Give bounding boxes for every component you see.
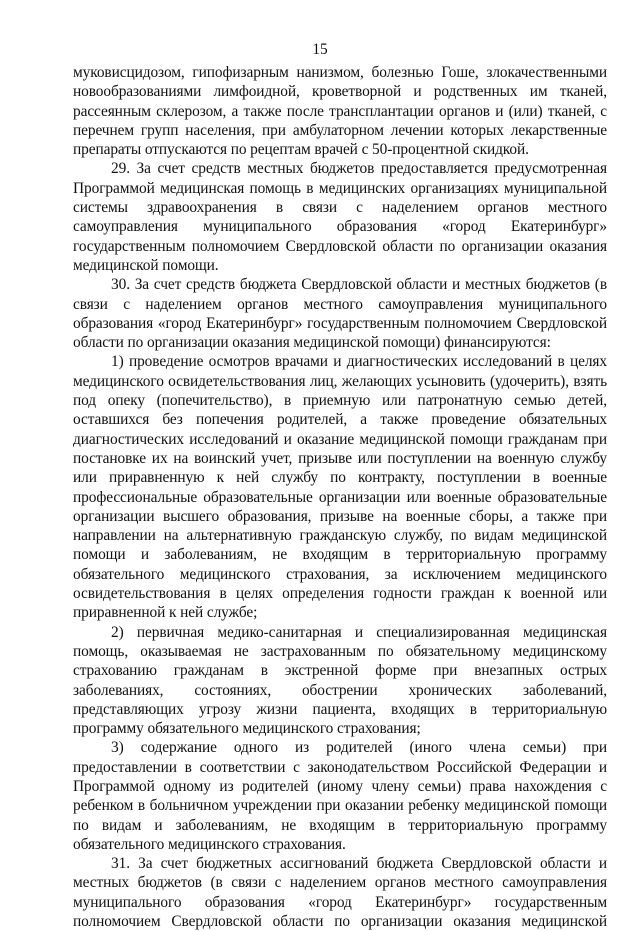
- paragraph-item-30: 30. За счет средств бюджета Свердловской области и местных бюджетов (в связи с наделением органов местного самоуправления муниципального образования «город Екатеринбург» государственным полномочием Свердловской области по организации оказания медицинской помощи) финансируются:: [73, 276, 607, 352]
- paragraph-item-31: 31. За счет бюджетных ассигнований бюджета Свердловской области и местных бюджетов (в связи с наделением органов местного самоуправления муниципального образования «город Екатеринбург» государственным полномочием Свердловской области по организации оказания медицинской: [73, 855, 607, 931]
- paragraph-continuation: муковисцидозом, гипофизарным нанизмом, болезнью Гоше, злокачественными новообразованиями лимфоидной, кроветворной и родственных им тканей, рассеянным склерозом, а также после трансплантации органов и (или) тканей, с перечнем групп населения, при амбулаторном лечении которых лекарственные препараты отпускаются по рецептам врачей с 50-процентной скидкой.: [73, 64, 607, 159]
- document-body: [73, 63, 607, 931]
- page-number: 15: [312, 41, 328, 58]
- paragraph-item-30-2: 2) первичная медико-санитарная и специализированная медицинская помощь, оказываемая не застрахованным по обязательному медицинскому страхованию гражданам в экстренной форме при внезапных острых заболеваниях, состояниях, обострении хронических заболеваний, представляющих угрозу жизни пациента, входящих в территориальную программу обязательного медицинского страхования;: [73, 623, 607, 738]
- paragraph-item-30-1: 1) проведение осмотров врачами и диагностических исследований в целях медицинского освидетельствования лиц, желающих усыновить (удочерить), взять под опеку (попечительство), в приемную или патронатную семью детей, оставшихся без попечения родителей, а также проведение обязательных диагностических исследований и оказание медицинской помощи гражданам при постановке их на воинский учет, призыве или поступлении на военную службу или приравненную к ней службу по контракту, поступлении в военные профессиональные образовательные организации или военные образовательные организации высшего образования, призыве на военные сборы, а также при направлении на альтернативную гражданскую службу, по видам медицинской помощи и заболеваниям, не входящим в территориальную программу обязательного медицинского страхования, за исключением медицинского освидетельствования в целях определения годности граждан к военной или приравненной к ней службе;: [73, 353, 607, 622]
- paragraph-item-29: 29. За счет средств местных бюджетов предоставляется предусмотренная Программой медицинская помощь в медицинских организациях муниципальной системы здравоохранения в связи с наделением органов местного самоуправления муниципального образования «город Екатеринбург» государственным полномочием Свердловской области по организации оказания медицинской помощи.: [73, 160, 607, 274]
- paragraph-item-30-3: 3) содержание одного из родителей (иного члена семьи) при предоставлении в соответствии с законодательством Российской Федерации и Программой одному из родителей (иному члену семьи) права нахождения с ребенком в больничном учреждении при оказании ребенку медицинской помощи по видам и заболеваниям, не входящим в территориальную программу обязательного медицинского страхования.: [73, 739, 607, 853]
